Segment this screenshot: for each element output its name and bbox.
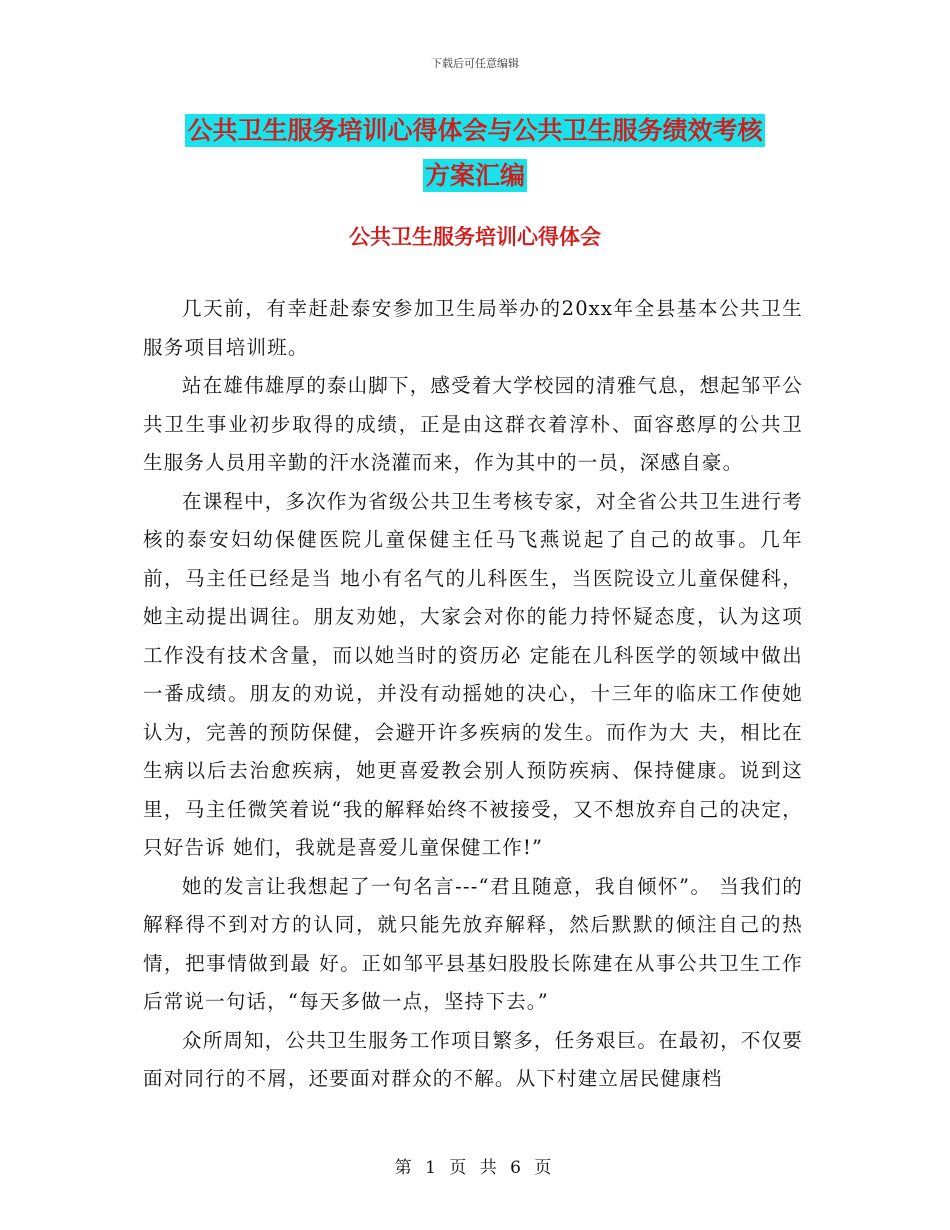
- paragraph: 她的发言让我想起了一句名言---“君且随意，我自倾怀”。 当我们的解释得不到对方的认同，就只能先放弃解释，然后默默的倾注自己的热情，把事情做到最 好。正如邹平县基妇股股长陈建在从事公共卫生工作后常说一句话，“每天多做一点，坚持下去。”: [143, 874, 803, 1013]
- header-note: 下载后可任意编辑: [431, 57, 519, 70]
- section-title: 公共卫生服务培训心得体会: [349, 225, 601, 249]
- document-title-line-1: [0, 111, 950, 151]
- title-highlight-1: 公共卫生服务培训心得体会与公共卫生服务绩效考核: [187, 116, 763, 145]
- title-highlight-2: 方案汇编: [424, 161, 525, 190]
- paragraph: 在课程中，多次作为省级公共卫生考核专家，对全省公共卫生进行考核的泰安妇幼保健医院儿童保健主任马飞燕说起了自己的故事。几年前，马主任已经是当 地小有名气的儿科医生，当医院设立儿童保健科，她主动提出调往。朋友劝她，大家会对你的能力持怀疑态度，认为这项工作没有技术含量，而以她当时的资历必 定能在儿科医学的领域中做出一番成绩。朋友的劝说，并没有动摇她的决心，十三年的临床工作使她认为，完善的预防保健，会避开许多疾病的发生。而作为大 夫，相比在生病以后去治愈疾病，她更喜爱教会别人预防疾病、保持健康。说到这里，马主任微笑着说“我的解释始终不被接受，又不想放弃自己的决定，只好告诉 她们，我就是喜爱儿童保健工作!”: [143, 489, 804, 859]
- document-title-line-2: [0, 156, 950, 196]
- paragraph: 众所周知，公共卫生服务工作项目繁多，任务艰巨。在最初，不仅要面对同行的不屑，还要面对群众的不解。从下村建立居民健康档: [143, 1028, 804, 1090]
- page-number-footer: 第 1 页 共 6 页: [394, 1158, 556, 1178]
- paragraph: 站在雄伟雄厚的泰山脚下，感受着大学校园的清雅气息，想起邹平公共卫生事业初步取得的成绩，正是由这群衣着淳朴、面容憨厚的公共卫生服务人员用辛勤的汗水浇灌而来，作为其中的一员，深感自豪。: [143, 374, 804, 474]
- paragraph: 几天前，有幸赶赴泰安参加卫生局举办的20xx年全县基本公共卫生服务项目培训班。: [143, 297, 803, 359]
- document-body: [143, 290, 803, 1099]
